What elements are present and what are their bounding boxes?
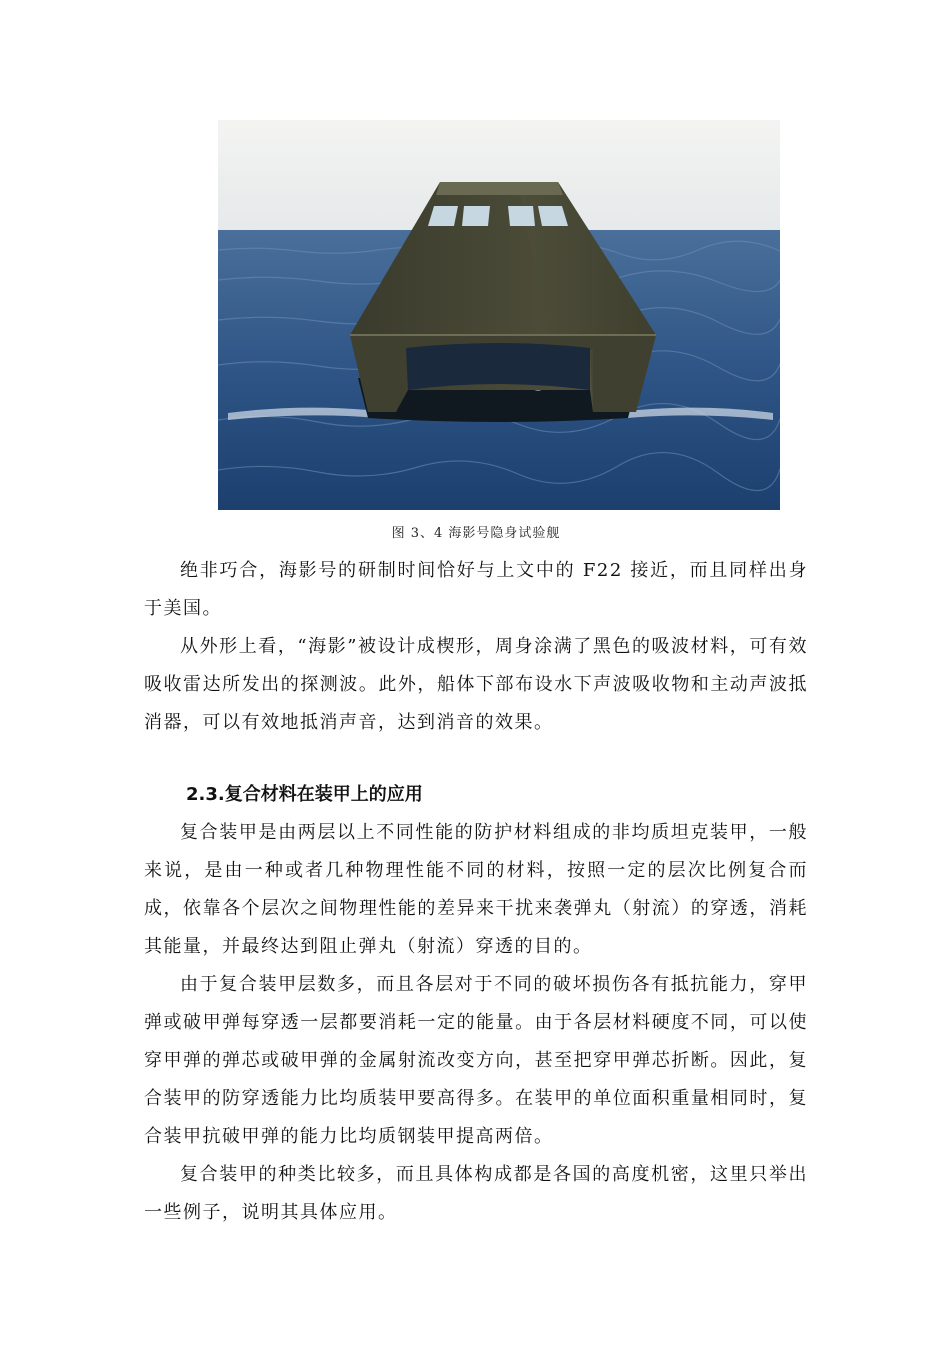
stealth-ship-photo <box>218 120 780 510</box>
paragraph-4: 由于复合装甲层数多，而且各层对于不同的破坏损伤各有抵抗能力，穿甲弹或破甲弹每穿透一层都要消耗一定的能量。由于各层材料硬度不同，可以使穿甲弹的弹芯或破甲弹的金属射流改变方向，甚至把穿甲弹芯折断。因此，复合装甲的防穿透能力比均质装甲要高得多。在装甲的单位面积重量相同时，复合装甲抗破甲弹的能力比均质钢装甲提高两倍。 <box>144 974 808 1147</box>
paragraph-2: 从外形上看，“海影”被设计成楔形，周身涂满了黑色的吸波材料，可有效吸收雷达所发出的探测波。此外，船体下部布设水下声波吸收物和主动声波抵消器，可以有效地抵消声音，达到消音的效果。 <box>144 636 808 733</box>
section-heading: 2.3.复合材料在装甲上的应用 <box>186 784 423 805</box>
paragraph-1: 绝非巧合，海影号的研制时间恰好与上文中的 F22 接近，而且同样出身于美国。 <box>144 560 808 619</box>
figure-caption: 图 3、4 海影号隐身试验舰 <box>391 526 561 541</box>
paragraph-5: 复合装甲的种类比较多，而且具体构成都是各国的高度机密，这里只举出一些例子，说明其具体应用。 <box>144 1164 808 1223</box>
paragraph-3: 复合装甲是由两层以上不同性能的防护材料组成的非均质坦克装甲，一般来说，是由一种或者几种物理性能不同的材料，按照一定的层次比例复合而成，依靠各个层次之间物理性能的差异来干扰来袭弹丸（射流）的穿透，消耗其能量，并最终达到阻止弹丸（射流）穿透的目的。 <box>144 822 808 957</box>
